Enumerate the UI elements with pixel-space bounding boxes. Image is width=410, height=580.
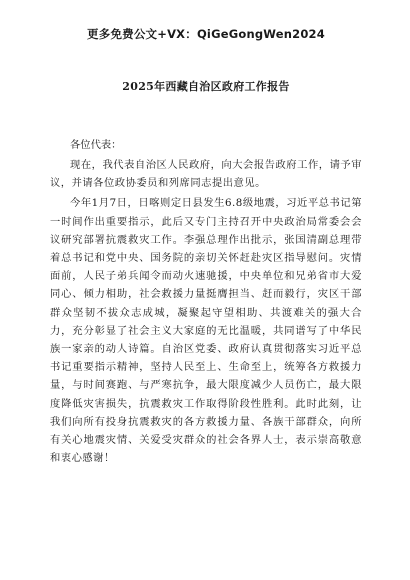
watermark-header: 更多免费公文+VX：QiGeGongWen2024 — [87, 27, 325, 41]
salutation: 各位代表： — [70, 139, 122, 151]
paragraph-earthquake: 今年1月7日，日喀则定日县发生6.8级地震，习近平总书记第一时间作出重要指示，此后又专门主持召开中央政治局常委会会议研究部署抗震救灾工作。李强总理作出批示，张国清副总理带着总书记和党中央、国务院的亲切关怀赶赴灾区指导慰问。灾情面前，人民子弟兵闻令而动火速驰援，中央单位和兄弟省市大爱同心、倾力相助，社会救援力量挺膺担当、赶而毅行，灾区干部群众坚韧不拔众志成城，凝聚起守望相助、共渡难关的强大合力，充分彰显了社会主义大家庭的无比温暖，共同谱写了中华民族一家亲的动人诗篇。自治区党委、政府认真贯彻落实习近平总书记重要指示精神，坚持人民至上、生命至上，统筹各方救援力量，与时间赛跑、与严寒抗争，最大限度减少人员伤亡，最大限度降低灾害损失，抗震救灾工作取得阶段性胜利。此时此刻，让我们向所有投身抗震救灾的各方救援力量、各族干部群众，向所有关心地震灾情、关爱受灾群众的社会各界人士，表示崇高敬意和衷心感谢！ — [50, 197, 362, 465]
document-title: 2025年西藏自治区政府工作报告 — [122, 80, 290, 93]
paragraph-intro: 现在，我代表自治区人民政府，向大会报告政府工作，请予审议，并请各位政协委员和列席同志提出意见。 — [50, 159, 362, 190]
